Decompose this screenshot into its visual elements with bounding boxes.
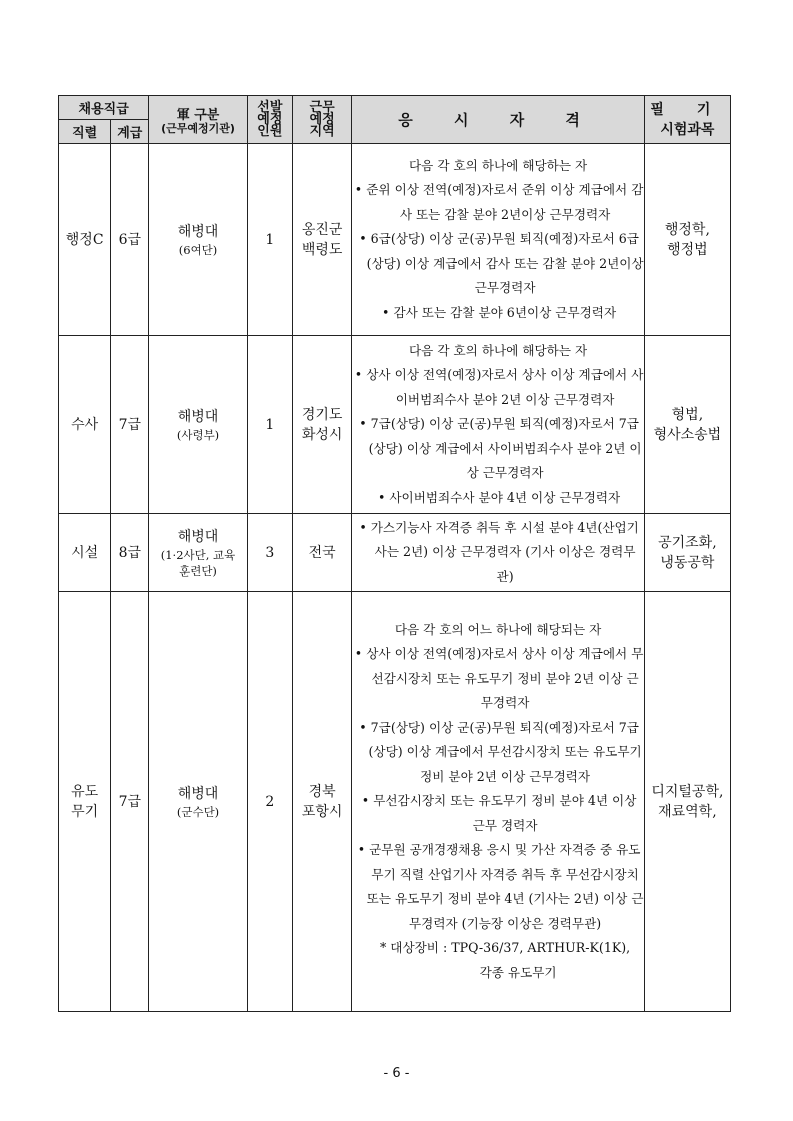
- qualification-cell: [352, 514, 644, 592]
- list-item: • 상사 이상 전역(예정)자로서 상사 이상 계급에서 무선감시장치 또는 유도무기 정비 분야 2년 이상 근무경력자: [354, 646, 644, 711]
- count-cell: 2: [247, 592, 292, 1012]
- table-row: [59, 514, 731, 592]
- unit-cell: 해병대 (1·2사단, 교육훈련단): [149, 514, 247, 592]
- location-cell: 경기도 화성시: [292, 336, 352, 514]
- count-cell: 1: [247, 144, 292, 336]
- unit-cell: 해병대 (6여단): [149, 144, 247, 336]
- grade-cell: 7급: [111, 592, 149, 1012]
- equipment-note-continued: 각종 유도무기: [479, 964, 557, 980]
- job-cell: 수사: [59, 336, 111, 514]
- exam-cell: 공기조화, 냉동공학: [644, 514, 730, 592]
- qualification-cell: 다음 각 호의 어느 하나에 해당되는 자 • 상사 이상 전역(예정)자로서 상사 이상 계급에서 무선감시장치 또는 유도무기 정비 분야 2년 이상 근무경력자 • 7급(상당) 이상 군(공)무원 퇴직(예정)자로서 7급(상당) 이상 계급에서 무선감시장치 또는 유도무기 정비 분야 2년 이상 근무경력자 • 무선감시장치 또는 유도무기 정비 분야 4년 이상 근무 경력자 • 군무원 공개경쟁채용 응시 및 가산 자격증 중 유도무기 직렬 산업기사 자격증 취득 후 무선감시장치 또는 유도무기 정비 분야 4년 (기사는 2년) 이상 근무경력자 (기능장 이상은 경력무관) * 대상장비 : TPQ-36/37, ARTHUR-K(1K), 각종 유도무기: [352, 592, 644, 1012]
- list-item: • 무선감시장치 또는 유도무기 정비 분야 4년 이상 근무 경력자: [361, 793, 637, 833]
- table-row: [59, 592, 731, 1012]
- exam-cell: 형법, 형사소송법: [644, 336, 730, 514]
- location-cell: 옹진군 백령도: [292, 144, 352, 336]
- header-selection-count: 선발 예정 인원: [247, 96, 292, 144]
- unit-cell: 해병대 (군수단): [149, 592, 247, 1012]
- location-cell: 전국: [292, 514, 352, 592]
- header-written-exam: 필 기 시험과목: [644, 96, 730, 144]
- list-item: • 사이버범죄수사 분야 4년 이상 근무경력자: [377, 489, 621, 505]
- list-item: • 7급(상당) 이상 군(공)무원 퇴직(예정)자로서 7급(상당) 이상 계급에서 사이버범죄수사 분야 2년 이상 근무경력자: [359, 416, 642, 481]
- page-number: - 6 -: [383, 1066, 410, 1081]
- equipment-note: * 대상장비 : TPQ-36/37, ARTHUR-K(1K),: [380, 940, 631, 956]
- job-cell: 행정C: [59, 144, 111, 336]
- list-item: • 7급(상당) 이상 군(공)무원 퇴직(예정)자로서 7급(상당) 이상 계급에서 무선감시장치 또는 유도무기 정비 분야 2년 이상 근무경력자: [359, 719, 642, 784]
- list-item: • 준위 이상 전역(예정)자로서 준위 이상 계급에서 감사 또는 감찰 분야 2년이상 근무경력자: [354, 182, 644, 222]
- list-item: • 상사 이상 전역(예정)자로서 상사 이상 계급에서 사이버범죄수사 분야 2년 이상 근무경력자: [354, 367, 644, 407]
- header-work-location: 근무 예정 지역: [292, 96, 352, 144]
- list-item: • 6급(상당) 이상 군(공)무원 퇴직(예정)자로서 6급(상당) 이상 계급에서 감사 또는 감찰 분야 2년이상 근무경력자: [359, 231, 644, 296]
- count-cell: 1: [247, 336, 292, 514]
- table-row: [59, 336, 731, 514]
- exam-cell: 디지털공학, 재료역학,: [644, 592, 730, 1012]
- grade-cell: 6급: [111, 144, 149, 336]
- exam-cell: 행정학, 행정법: [644, 144, 730, 336]
- header-grade: 계급: [111, 120, 149, 144]
- header-qualifications: 응 시 자 격: [352, 96, 644, 144]
- job-cell: 유도 무기: [59, 592, 111, 1012]
- grade-cell: 7급: [111, 336, 149, 514]
- list-item: • 가스기능사 자격증 취득 후 시설 분야 4년(산업기사는 2년) 이상 근무경력자 (기사 이상은 경력무관): [359, 519, 639, 584]
- recruitment-table: [58, 95, 731, 1012]
- unit-cell: 해병대 (사령부): [149, 336, 247, 514]
- header-job: 직렬: [59, 120, 111, 144]
- qualification-cell: 다음 각 호의 하나에 해당하는 자 • 상사 이상 전역(예정)자로서 상사 이상 계급에서 사이버범죄수사 분야 2년 이상 근무경력자 • 7급(상당) 이상 군(공)무원 퇴직(예정)자로서 7급(상당) 이상 계급에서 사이버범죄수사 분야 2년 이상 근무경력자 • 사이버범죄수사 분야 4년 이상 근무경력자: [352, 336, 644, 514]
- grade-cell: 8급: [111, 514, 149, 592]
- list-item: • 감사 또는 감찰 분야 6년이상 근무경력자: [382, 304, 617, 320]
- qualification-cell: 다음 각 호의 하나에 해당하는 자 • 준위 이상 전역(예정)자로서 준위 이상 계급에서 감사 또는 감찰 분야 2년이상 근무경력자 • 6급(상당) 이상 군(공)무원 퇴직(예정)자로서 6급(상당) 이상 계급에서 감사 또는 감찰 분야 2년이상 근무경력자 • 감사 또는 감찰 분야 6년이상 근무경력자: [352, 144, 644, 336]
- location-cell: 경북 포항시: [292, 592, 352, 1012]
- count-cell: 3: [247, 514, 292, 592]
- header-military-division: 軍 구분 (근무예정기관): [149, 96, 247, 144]
- job-cell: 시설: [59, 514, 111, 592]
- list-item: • 군무원 공개경쟁채용 응시 및 가산 자격증 중 유도무기 직렬 산업기사 자격증 취득 후 무선감시장치 또는 유도무기 정비 분야 4년 (기사는 2년) 이상 근무경력자 (기능장 이상은 경력무관): [357, 842, 644, 931]
- header-recruit-grade: 채용직급: [59, 96, 149, 120]
- table-row: [59, 144, 731, 336]
